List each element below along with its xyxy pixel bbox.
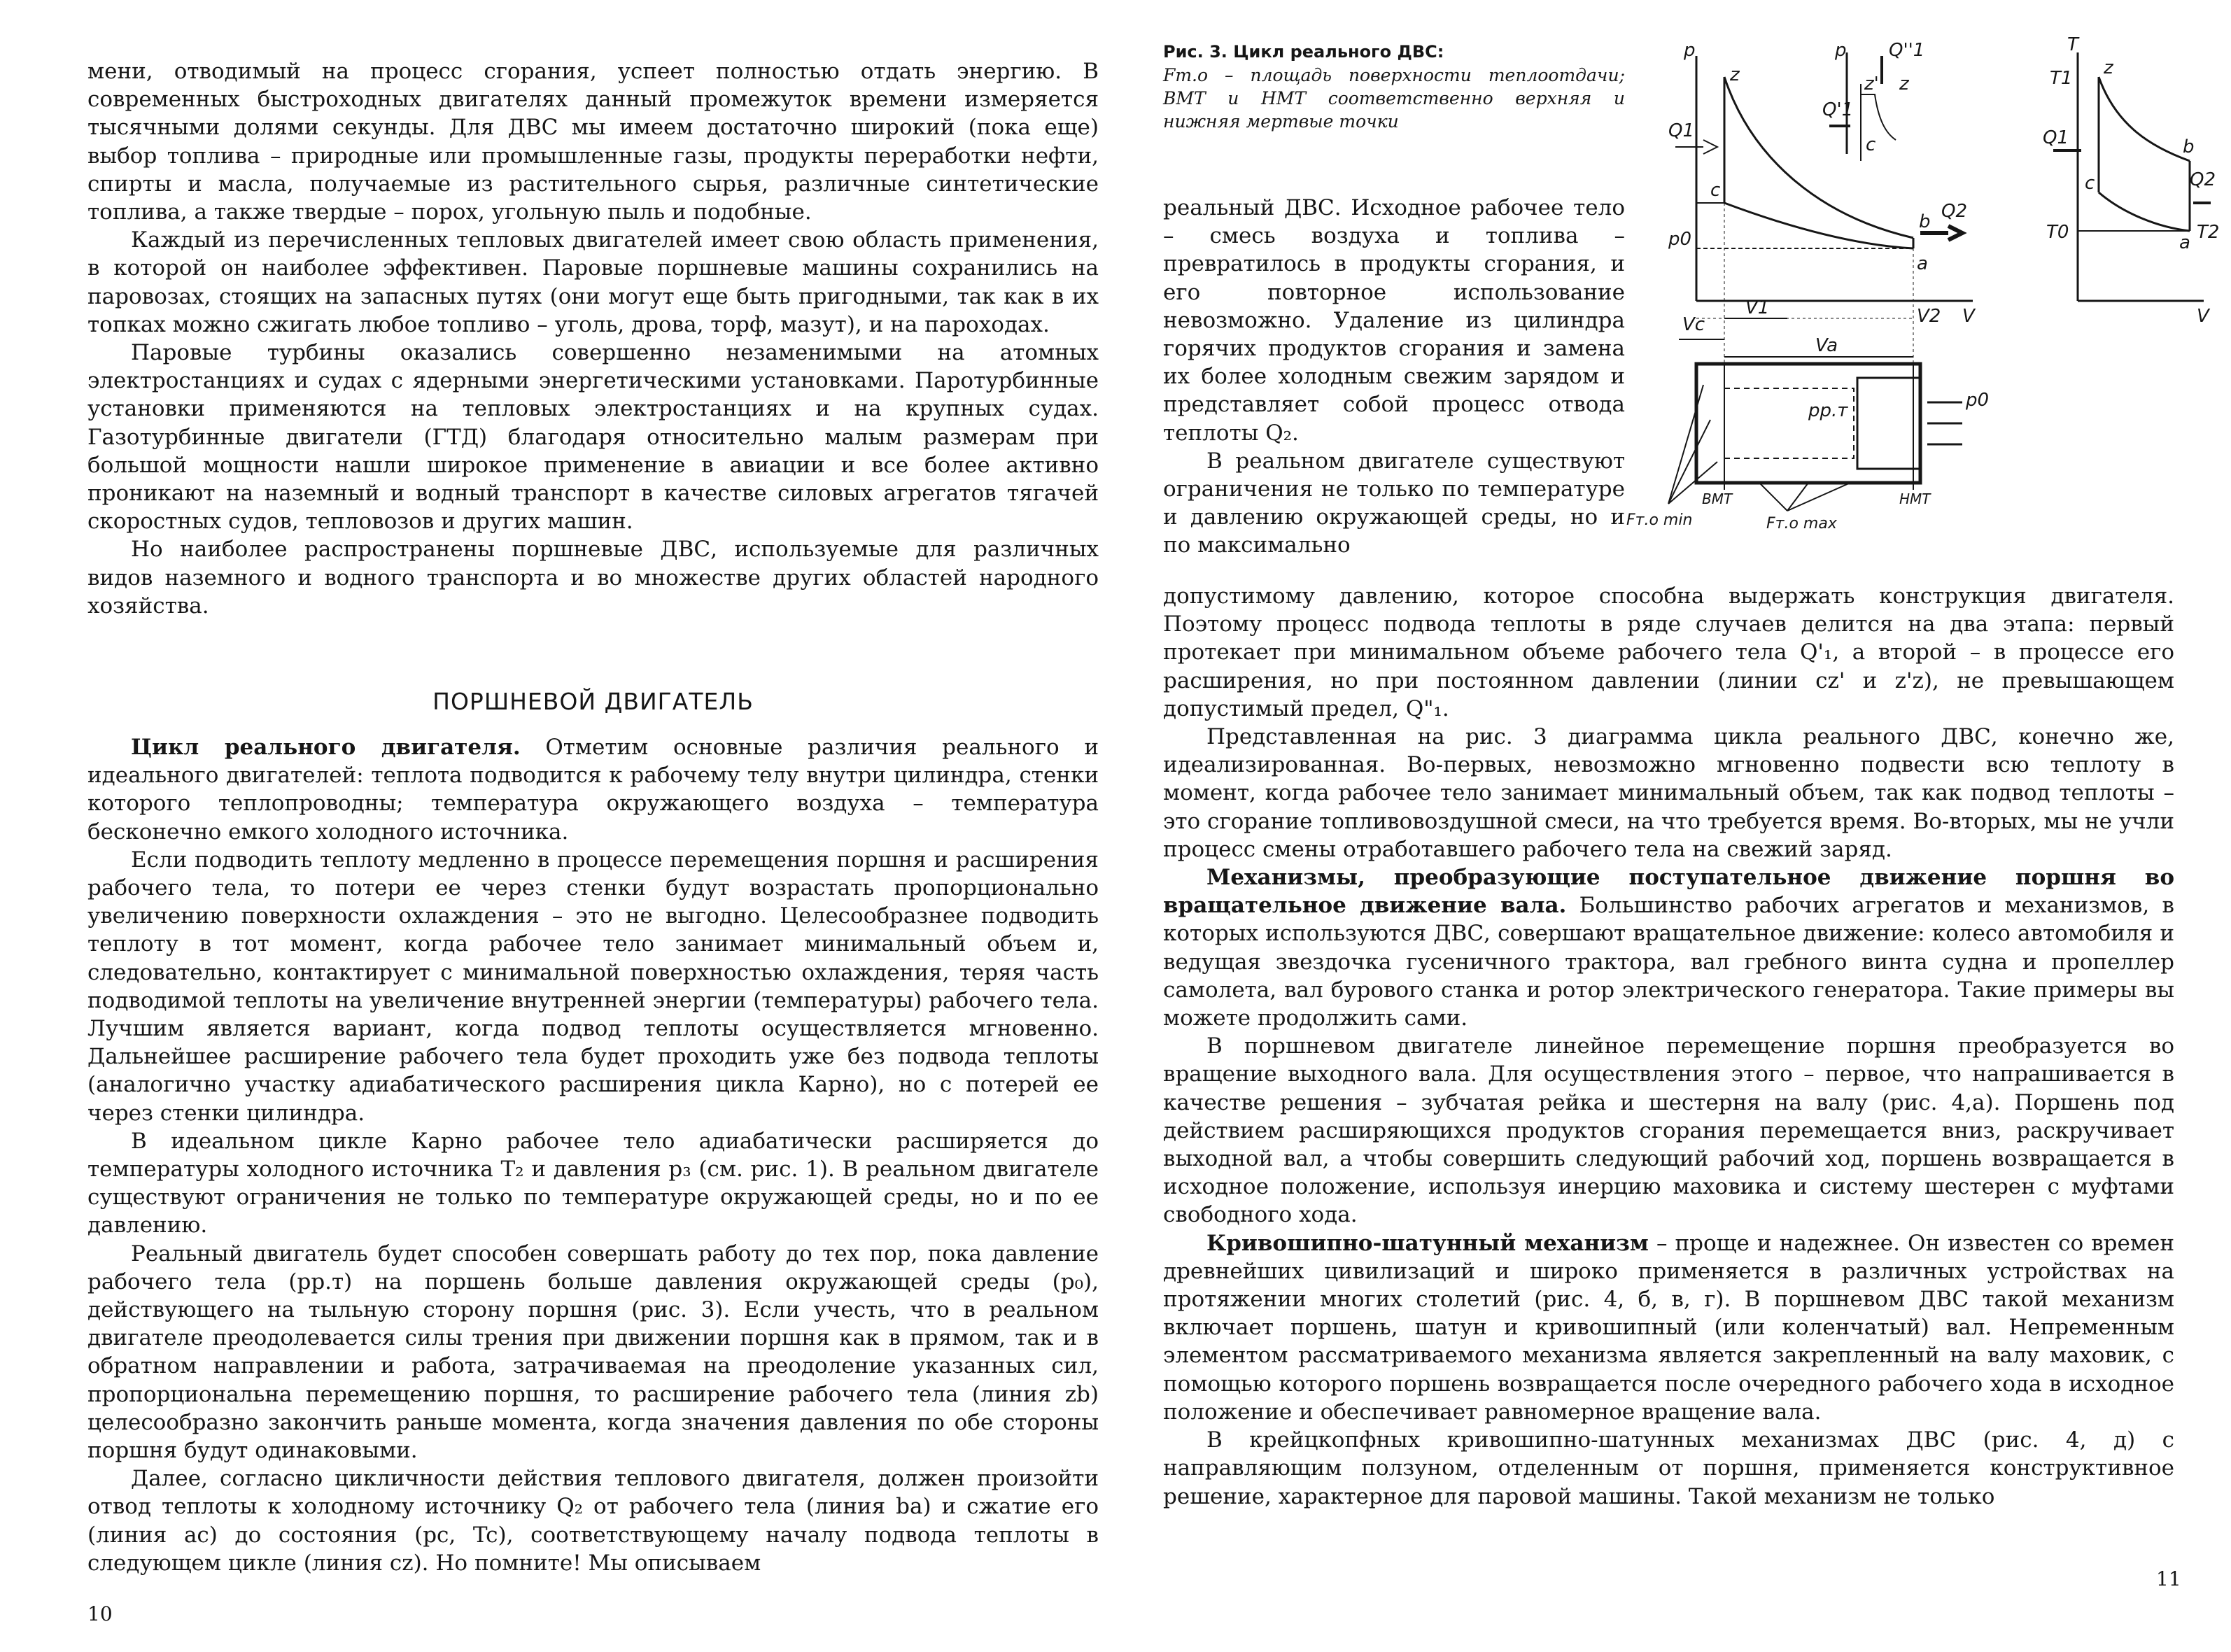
inline-heading: Кривошипно-шатунный механизм [1206,1230,1649,1256]
label-prt: pр.т [1808,400,1848,421]
fmax-leaders [1759,483,1850,511]
figure-caption [1163,41,1625,133]
label-fmin: Fт.о min [1626,511,1693,529]
label-tv-c: c [2085,173,2095,194]
paragraph-text: Отметим основные различия реального и идеального двигателей: теплота подводится к рабочему телу внутри цилиндра, стенки которого теплопроводны; температура окружающего воздуха – температура бесконечно емкого холодного источника. [87,735,1099,845]
caption-title: Рис. 3. Цикл реального ДВС: [1163,42,1444,62]
paragraph: Далее, согласно цикличности действия теплового двигателя, должен произойти отвод теплоты к холодному источнику Q₂ от рабочего тела (линия ba) и сжатие его (линия ac) до состояния (pc, Tc), соответствующему началу подвода теплоты в следующем цикле (линия cz). Но помните! Мы описываем [87,1466,1099,1576]
label-va: Va [1815,335,1838,356]
paragraph: допустимому давлению, которое способна выдержать конструкция двигателя. Поэтому процесс подвода теплоты в ряде случаев делится на два этапа: первый протекает при минимальном объеме рабочего тела Q'₁, а второй – в процессе его расширения, но при постоянном давлении (линии cz' и z'z), не превышающем допустимый предел, Q"₁. [1163,584,2174,721]
label-inset-q1pp: Q''1 [1889,40,1925,61]
section-title: ПОРШНЕВОЙ ДВИГАТЕЛЬ [432,688,754,715]
left-column-top [87,57,1099,620]
label-z: z [1730,64,1740,85]
paragraph [87,733,1099,846]
paragraph: Представленная на рис. 3 диаграмма цикла реального ДВС, конечно же, идеализированная. Во-первых, невозможно мгновенно подвести всю теплоту в момент, когда рабочее тело занимает минимальный объем, так как подвод теплоты – это сгорание топливовоздушной смеси, на что требуется время. Во-вторых, мы не учли процесс смены отработавшего рабочего тела на свежий заряд. [1163,724,2174,862]
paragraph: В идеальном цикле Карно рабочее тело адиабатически расширяется до температуры холодного источника T₂ и давления p₃ (см. рис. 1). В реальном двигателе существуют ограничения не только по температуре окружающей среды, но и по ее давлению. [87,1128,1099,1238]
fmin-leaders [1668,385,1717,504]
pv-cycle-ac [1724,203,1913,248]
label-t: T [2067,34,2078,55]
label-inset-zp: z' [1864,73,1879,94]
page-number: 10 [87,1602,113,1625]
inline-heading: Цикл реального двигателя. [131,735,521,760]
label-inset-c: c [1866,134,1876,155]
paragraph [1163,1229,2174,1426]
label-vc: Vc [1682,314,1705,335]
label-tv-b: b [2183,136,2195,157]
paragraph-text: – проще и надежнее. Он известен со времен древнейших цивилизаций и широко применяется в различных устройствах на протяжении многих столетий (рис. 4, б, в, г). В поршневом ДВС такой механизм включает поршень, шатун и кривошипный (или коленчатый) вал. Непременным элементом рассматриваемого механизма является закрепленный на валу маховик, с помощью которого поршень возвращается после очередного рабочего хода в исходное положение и обеспечивает равномерное вращение вала. [1163,1230,2174,1425]
right-full-column [1163,582,2174,1511]
cylinder-wall [1696,364,1920,483]
label-p: p [1684,40,1696,61]
paragraph: В поршневом двигателе линейное перемещение поршня преобразуется во вращение выходного вала. Для осуществления этого – первое, что напрашивается в качестве решения – зубчатая рейка и шестерня на валу (рис. 4,а). Поршень под действием расширяющихся продуктов сгорания перемещается вниз, раскручивает выходной вал, а чтобы совершить следующий рабочий ход, поршень возвращается в исходное положение, используя инерцию маховика и систему шестерен с муфтами свободного хода. [1163,1033,2174,1228]
page-number: 11 [2156,1567,2181,1590]
paragraph: реальный ДВС. Исходное рабочее тело – смесь воздуха и топлива – превратилось в продукты сгорания, и его повторное использование невозможно. Удаление из цилиндра горячих продуктов сгорания и замена их более холодным свежим зарядом и представляет собой процесс отвода теплоты Q₂. [1163,195,1625,446]
paragraph: В реальном двигателе существуют ограничения не только по температуре и давлению окружающей среды, но и по максимально [1163,448,1625,558]
label-b: b [1919,211,1931,232]
tv-zb-curve [2099,77,2190,161]
label-v2: V2 [1917,306,1941,327]
paragraph: Каждый из перечисленных тепловых двигателей имеет свою область применения, в которой он наиболее эффективен. Паровые поршневые машины сохранились на паровозах, стоящих на запасных путях (они могут еще быть пригодными, так как в их топках можно сжигать любое топливо – уголь, дрова, торф, мазут), и на пароходах. [87,227,1099,337]
label-tv-a: a [2179,232,2190,253]
label-inset-p: p [1835,40,1847,61]
label-tv-v: V [2197,306,2209,327]
label-v: V [1962,306,1975,327]
figure-3-diagram [1619,28,2221,532]
label-inset-z: z [1899,73,1909,94]
label-q2: Q2 [1941,201,1968,222]
label-inset-q1p: Q'1 [1822,99,1854,120]
label-tv-q1: Q1 [2043,127,2069,148]
paragraph: В крейцкопфных кривошипно-шатунных механизмах ДВС (рис. 4, д) с направляющим ползуном, отделенным от поршня, применяется конструктивное решение, характерное для паровой машины. Такой механизм не только [1163,1427,2174,1509]
label-cyl-p0: p0 [1966,390,1990,411]
label-tv-q2: Q2 [2190,169,2216,190]
label-t0: T0 [2046,222,2069,243]
label-vmt: ВМТ [1702,490,1733,507]
working-volume [1724,388,1854,458]
label-v1: V1 [1745,297,1770,318]
tv-ca-curve [2099,192,2190,231]
left-column-bottom [87,733,1099,1577]
label-q1: Q1 [1668,120,1695,141]
label-nmt: НМТ [1899,490,1931,507]
p0-arrows-icon [1927,402,1962,444]
label-a: a [1917,253,1928,274]
paragraph: мени, отводимый на процесс сгорания, успеет полностью отдать энергию. В современных быстроходных двигателях данный промежуток времени измеряется тысячными долями секунды. Для ДВС мы имеем достаточно широкий (пока еще) выбор топлива – природные или промышленные газы, продукты переработки нефти, спирты и масла, получаемые из растительного сырья, различные синтетические топлива, а также твердые – порох, угольную пыль и подобные. [87,59,1099,225]
paragraph: Реальный двигатель будет способен совершать работу до тех пор, пока давление рабочего тела (pр.т) на поршень больше давления окружающей среды (p₀), действующего на тыльную сторону поршня (рис. 3). Если учесть, что в реальном двигателе преодолевается силы трения при движении поршня как в прямом, так и в обратном направлении и работа, затрачиваемая на преодоление указанных сил, пропорциональна перемещению поршня, то расширение рабочего тела (линия zb) целесообразно закончить раньше момента, когда значения давления по обе стороны поршня будут одинаковыми. [87,1241,1099,1464]
label-tv-z: z [2104,57,2113,78]
paragraph [1163,863,2174,1032]
inline-heading: Механизмы, преобразующие поступательное движение поршня во вращательное движение вала. [1163,865,2174,919]
piston [1857,378,1920,469]
right-narrow-column [1163,194,1625,560]
label-t2: T2 [2197,222,2220,243]
label-p0: p0 [1668,229,1692,250]
right-page [1116,0,2231,1652]
paragraph: Паровые турбины оказались совершенно незаменимыми на атомных электростанциях и судах с ядерными энергетическими установками. Паротурбинные установки применяются на тепловых электростанциях и на крупных судах. Газотурбинные двигатели (ГТД) благодаря относительно малым размерам при большой мощности нашли широкое применение в авиации и все более активно проникают на наземный и водный транспорт в качестве силовых агрегатов тягачей скоростных судов, тепловозов и других машин. [87,340,1099,535]
caption-description: Fт.о – площадь поверхности теплоотдачи; ВМТ и НМТ соответственно верхняя и нижняя мертвые точки [1163,65,1625,132]
paragraph-text: Большинство рабочих агрегатов и механизмов, в которых используются ДВС, совершают вращательное движение: колесо автомобиля и ведущая звездочка гусеничного трактора, вал гребного винта судна и пропеллер самолета, вал бурового станка и ротор электрического генератора. Такие примеры вы можете продолжить сами. [1163,893,2174,1031]
label-t1: T1 [2050,68,2073,89]
label-c: c [1710,180,1721,201]
paragraph: Если подводить теплоту медленно в процессе перемещения поршня и расширения рабочего тела, то потери ее через стенки будут возрастать пропорционально увеличению поверхности охлаждения – это не выгодно. Целесообразнее подводить теплоту в тот момент, когда рабочее тело занимает минимальный объем и, следовательно, контактирует с минимальной поверхностью охлаждения, теряя часть подводимой теплоты на увеличение внутренней энергии (температуры) рабочего тела. Лучшим является вариант, когда подвод теплоты осуществляется мгновенно. Дальнейшее расширение рабочего тела будет проходить уже без подвода теплоты (аналогично участку адиабатического расширения цикла Карно), но с потерей ее через стенки цилиндра. [87,847,1099,1126]
label-fmax: Fт.о max [1766,515,1837,532]
paragraph: Но наиболее распространены поршневые ДВС, используемые для различных видов наземного и водного транспорта и во множестве других областей народного хозяйства. [87,537,1099,619]
